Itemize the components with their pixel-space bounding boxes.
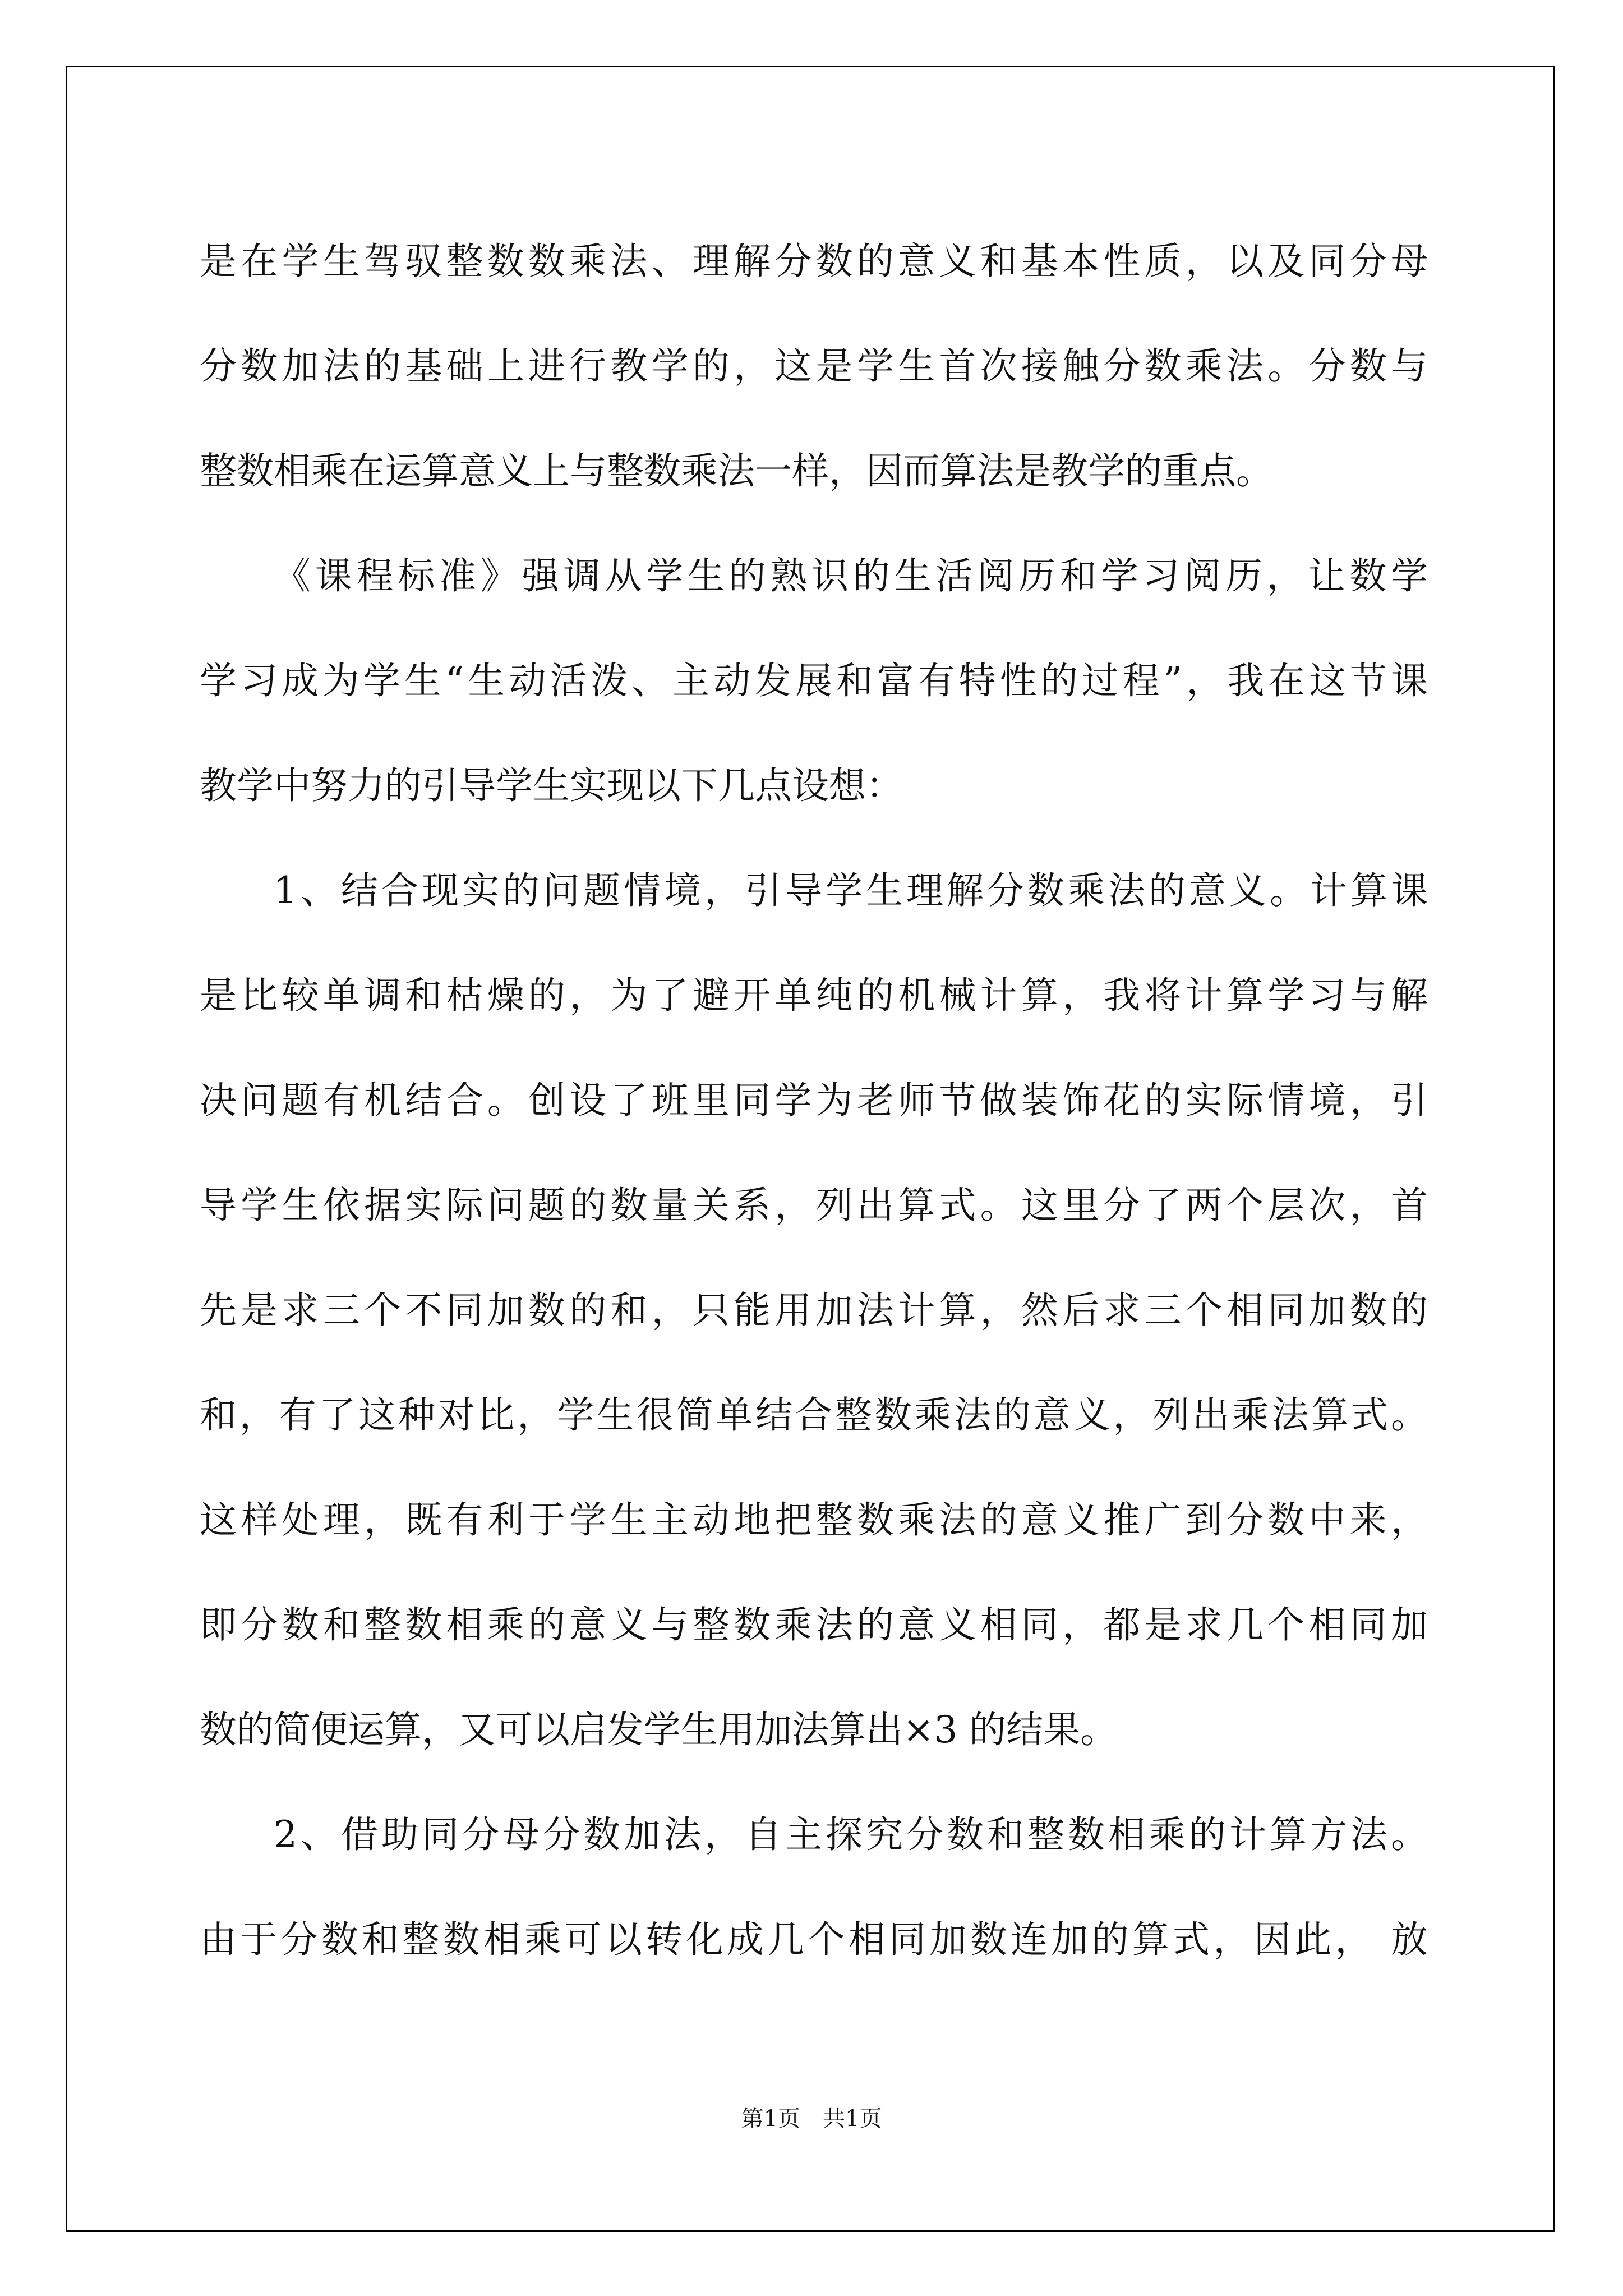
text-line: 由于分数和整数相乘可以转化成几个相同加数连加的算式，因此， 放 — [200, 1918, 1428, 1961]
text-line: 分数加法的基础上进行教学的，这是学生首次接触分数乘法。分数与 — [200, 344, 1428, 388]
text-line: 2、借助同分母分数加法，自主探究分数和整数相乘的计算方法。 — [274, 1813, 1428, 1856]
text-line: 是比较单调和枯燥的，为了避开单纯的机械计算，我将计算学习与解 — [200, 974, 1428, 1017]
text-line: 1、结合现实的问题情境，引导学生理解分数乘法的意义。计算课 — [274, 869, 1428, 912]
text-line: 学习成为学生“生动活泼、主动发展和富有特性的过程”，我在这节课 — [200, 659, 1428, 702]
text-line: 先是求三个不同加数的和，只能用加法计算，然后求三个相同加数的 — [200, 1289, 1428, 1332]
text-line: 《课程标准》强调从学生的熟识的生活阅历和学习阅历，让数学 — [274, 554, 1428, 597]
text-line: 导学生依据实际问题的数量关系，列出算式。这里分了两个层次，首 — [200, 1184, 1428, 1227]
text-line: 决问题有机结合。创设了班里同学为老师节做装饰花的实际情境，引 — [200, 1079, 1428, 1122]
text-line: 即分数和整数相乘的意义与整数乘法的意义相同，都是求几个相同加 — [200, 1603, 1428, 1646]
text-line: 是在学生驾驭整数数乘法、理解分数的意义和基本性质，以及同分母 — [200, 240, 1428, 283]
page-footer: 第1页 共1页 — [741, 2106, 882, 2132]
document-body — [200, 209, 1428, 1992]
text-line: 数的简便运算，又可以启发学生用加法算出×3 的结果。 — [200, 1708, 1118, 1751]
text-line: 教学中努力的引导学生实现以下几点设想： — [200, 764, 903, 807]
text-line: 这样处理，既有利于学生主动地把整数乘法的意义推广到分数中来， — [200, 1498, 1428, 1542]
text-line: 整数相乘在运算意义上与整数乘法一样，因而算法是教学的重点。 — [200, 449, 1273, 493]
text-line: 和，有了这种对比，学生很简单结合整数乘法的意义，列出乘法算式。 — [200, 1393, 1428, 1437]
